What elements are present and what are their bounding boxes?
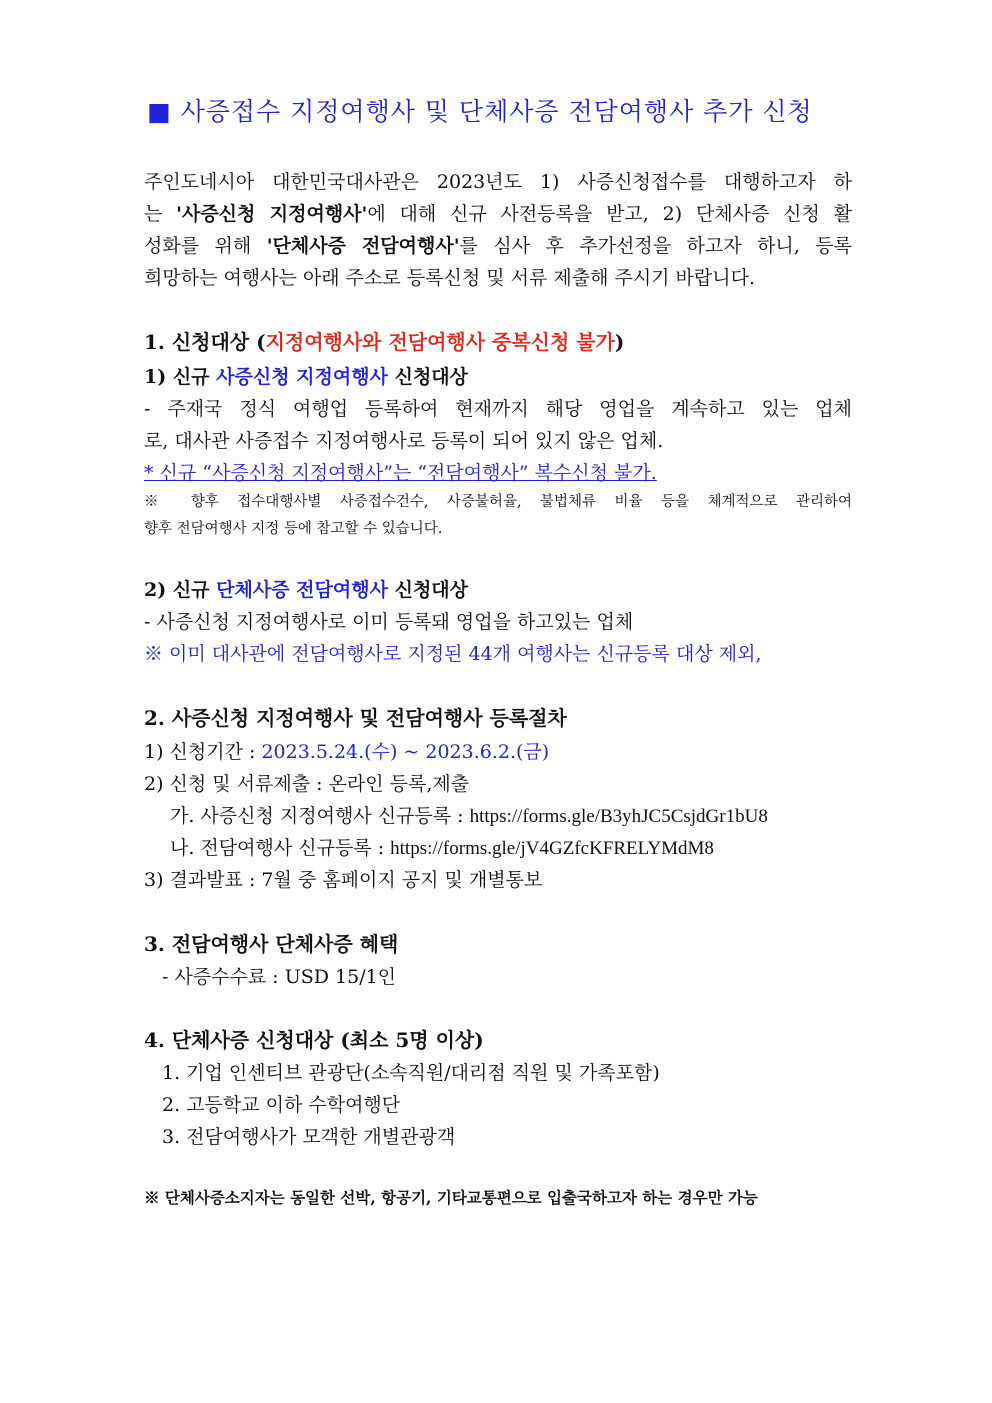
section-1-small-note-2: 향후 전담여행사 지정 등에 참고할 수 있습니다. (144, 521, 443, 537)
section-1-sub-1: 1) 신규 사증신청 지정여행사 신청대상 (144, 366, 468, 388)
section-1-desc-1b: 로, 대사관 사증접수 지정여행사로 등록이 되어 있지 않은 업체. (144, 430, 664, 452)
visa-agency-form-link[interactable]: https://forms.gle/B3yhJC5CsjdGr1bU8 (469, 806, 768, 827)
intro-line-2: 는 '사증신청 지정여행사'에 대해 신규 사전등록을 받고, 2) 단체사증 신청 활 (144, 203, 852, 225)
submission-method: 2) 신청 및 서류제출 : 온라인 등록,제출 (144, 773, 470, 795)
visa-fee: - 사증수수료 : USD 15/1인 (162, 966, 397, 988)
page-title (147, 95, 813, 129)
section-1-note-blue: * 신규 “사증신청 지정여행사”는 “전담여행사” 복수신청 불가. (144, 462, 657, 484)
group-agency-form-link[interactable]: https://forms.gle/jV4GZfcKFRELYMdM8 (390, 838, 714, 859)
section-4-heading: 4. 단체사증 신청대상 (최소 5명 이상) (144, 1028, 484, 1052)
title-text: 사증접수 지정여행사 및 단체사증 전담여행사 추가 신청 (180, 97, 813, 126)
term-group-agency: '단체사증 전담여행사' (266, 235, 460, 257)
section-1-note-2: ※ 이미 대사관에 전담여행사로 지정된 44개 여행사는 신규등록 대상 제외, (144, 643, 762, 665)
section-1-desc-2: - 사증신청 지정여행사로 이미 등록돼 영업을 하고있는 업체 (144, 611, 634, 633)
intro-line-4: 희망하는 여행사는 아래 주소로 등록신청 및 서류 제출해 주시기 바랍니다. (144, 267, 756, 289)
eligible-item-2: 2. 고등학교 이하 수학여행단 (162, 1094, 401, 1116)
section-1-desc-1a: - 주재국 정식 여행업 등록하여 현재까지 해당 영업을 계속하고 있는 업체 (144, 398, 852, 420)
result-announcement: 3) 결과발표 : 7월 중 홈페이지 공지 및 개별통보 (144, 869, 543, 891)
section-1-sub-2: 2) 신규 단체사증 전담여행사 신청대상 (144, 579, 468, 601)
registration-visa-agency: 가. 사증신청 지정여행사 신규등록 : https://forms.gle/B3yhJC5CsjdGr1bU8 (170, 805, 768, 827)
duplicate-warning: 지정여행사와 전담여행사 중복신청 불가 (265, 330, 615, 354)
section-1-heading: 1. 신청대상 (지정여행사와 전담여행사 중복신청 불가) (144, 330, 625, 354)
section-2-heading: 2. 사증신청 지정여행사 및 전담여행사 등록절차 (144, 706, 567, 730)
section-1-small-note-1: ※ 향후 접수대행사별 사증접수건수, 사증불허율, 불법체류 비율 등을 체계적으로 관리하여 (144, 494, 852, 510)
registration-group-agency: 나. 전담여행사 신규등록 : https://forms.gle/jV4GZfcKFRELYMdM8 (170, 837, 714, 859)
eligible-item-3: 3. 전담여행사가 모객한 개별관광객 (162, 1126, 456, 1148)
intro-line-3: 성화를 위해 '단체사증 전담여행사'를 심사 후 추가선정을 하고자 하니, 등록 (144, 235, 852, 257)
application-period: 1) 신청기간 : 2023.5.24.(수) ~ 2023.6.2.(금) (144, 741, 550, 763)
square-bullet-icon: ■ (147, 97, 172, 126)
intro-line-1: 주인도네시아 대한민국대사관은 2023년도 1) 사증신청접수를 대행하고자 하 (144, 171, 852, 193)
eligible-item-1: 1. 기업 인센티브 관광단(소속직원/대리점 직원 및 가족포함) (162, 1062, 660, 1084)
term-visa-agency: '사증신청 지정여행사' (176, 203, 368, 225)
section-3-heading: 3. 전담여행사 단체사증 혜택 (144, 932, 399, 956)
footer-note: ※ 단체사증소지자는 동일한 선박, 항공기, 기타교통편으로 입출국하고자 하는 경우만 가능 (144, 1188, 758, 1207)
